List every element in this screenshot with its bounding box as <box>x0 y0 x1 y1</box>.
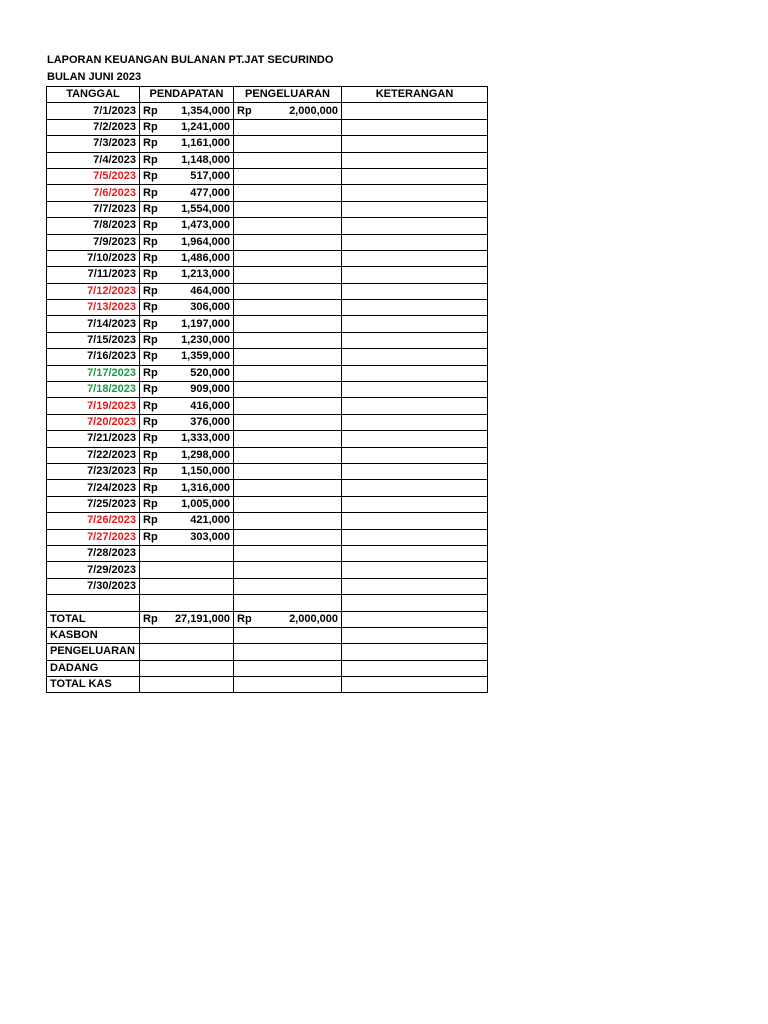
table-row <box>47 136 488 152</box>
currency-label: Rp <box>143 350 158 363</box>
expense-cell[interactable] <box>234 332 342 348</box>
table-row <box>47 382 488 398</box>
income-value: 1,213,000 <box>181 268 230 281</box>
table-row <box>47 414 488 430</box>
table-row <box>47 595 488 611</box>
date-cell[interactable]: 7/25/2023 <box>47 496 140 512</box>
income-cell[interactable] <box>140 300 234 316</box>
expense-cell[interactable] <box>234 152 342 168</box>
summary-row-pengeluaran <box>47 644 488 660</box>
income-value: 1,005,000 <box>181 497 230 510</box>
income-value: 1,554,000 <box>181 202 230 215</box>
summary-cell[interactable] <box>234 627 342 643</box>
date-cell[interactable]: 7/11/2023 <box>47 267 140 283</box>
income-cell[interactable] <box>140 234 234 250</box>
income-cell[interactable] <box>140 119 234 135</box>
expense-cell[interactable] <box>234 316 342 332</box>
currency-label: Rp <box>143 366 158 379</box>
col-header-keterangan[interactable]: KETERANGAN <box>342 87 488 103</box>
income-value: 1,241,000 <box>181 120 230 133</box>
note-cell[interactable] <box>342 480 488 496</box>
total-label[interactable]: TOTAL <box>47 611 140 627</box>
table-row <box>47 578 488 594</box>
expense-cell[interactable] <box>234 349 342 365</box>
note-cell[interactable] <box>342 595 488 611</box>
expense-cell[interactable] <box>234 365 342 381</box>
expense-cell[interactable] <box>234 463 342 479</box>
total-income-cell[interactable] <box>140 611 234 627</box>
currency-label: Rp <box>143 317 158 330</box>
income-value: 1,333,000 <box>181 432 230 445</box>
col-header-pengeluaran[interactable]: PENGELUARAN <box>234 87 342 103</box>
summary-cell[interactable] <box>234 677 342 693</box>
income-value: 1,473,000 <box>181 219 230 232</box>
income-value: 520,000 <box>190 366 230 379</box>
note-cell[interactable] <box>342 463 488 479</box>
date-cell[interactable]: 7/12/2023 <box>47 283 140 299</box>
table-row <box>47 562 488 578</box>
income-cell[interactable] <box>140 595 234 611</box>
income-value: 909,000 <box>190 383 230 396</box>
currency-label: Rp <box>143 497 158 510</box>
expense-cell[interactable] <box>234 201 342 217</box>
income-cell[interactable] <box>140 218 234 234</box>
note-cell[interactable] <box>342 447 488 463</box>
income-value: 477,000 <box>190 186 230 199</box>
income-value: 1,486,000 <box>181 252 230 265</box>
expense-cell[interactable] <box>234 103 342 119</box>
table-row <box>47 545 488 561</box>
currency-label: Rp <box>143 186 158 199</box>
income-value: 1,148,000 <box>181 153 230 166</box>
date-cell[interactable]: 7/8/2023 <box>47 218 140 234</box>
table-row <box>47 283 488 299</box>
income-cell[interactable] <box>140 513 234 529</box>
note-cell[interactable] <box>342 529 488 545</box>
report-subtitle: BULAN JUNI 2023 <box>47 71 142 83</box>
expense-cell[interactable] <box>234 562 342 578</box>
date-cell[interactable]: 7/16/2023 <box>47 349 140 365</box>
income-cell[interactable] <box>140 267 234 283</box>
table-body <box>47 103 488 611</box>
income-cell[interactable] <box>140 496 234 512</box>
note-cell[interactable] <box>342 218 488 234</box>
expense-cell[interactable] <box>234 595 342 611</box>
summary-cell[interactable] <box>140 677 234 693</box>
summary-cell[interactable] <box>234 660 342 676</box>
note-cell[interactable] <box>342 119 488 135</box>
note-cell[interactable] <box>342 136 488 152</box>
summary-cell[interactable] <box>342 627 488 643</box>
currency-label: Rp <box>143 416 158 428</box>
currency-label: Rp <box>143 514 158 527</box>
table-row <box>47 218 488 234</box>
finance-table <box>46 86 488 693</box>
summary-cell[interactable] <box>234 644 342 660</box>
income-value: 1,197,000 <box>181 317 230 330</box>
income-value: 376,000 <box>190 416 230 428</box>
table-row <box>47 496 488 512</box>
income-cell[interactable] <box>140 398 234 414</box>
income-cell[interactable] <box>140 529 234 545</box>
date-cell[interactable]: 7/9/2023 <box>47 234 140 250</box>
table-row <box>47 152 488 168</box>
expense-value: 2,000,000 <box>289 104 338 117</box>
income-cell[interactable] <box>140 431 234 447</box>
income-value: 1,150,000 <box>181 465 230 478</box>
expense-cell[interactable] <box>234 447 342 463</box>
income-cell[interactable] <box>140 185 234 201</box>
expense-cell[interactable] <box>234 496 342 512</box>
currency-label: Rp <box>143 530 158 543</box>
date-cell[interactable]: 7/10/2023 <box>47 250 140 266</box>
table-row <box>47 201 488 217</box>
summary-label[interactable]: PENGELUARAN <box>47 644 140 660</box>
date-cell[interactable]: 7/6/2023 <box>47 185 140 201</box>
date-cell[interactable]: 7/29/2023 <box>47 562 140 578</box>
income-cell[interactable] <box>140 152 234 168</box>
expense-cell[interactable] <box>234 382 342 398</box>
date-cell[interactable]: 7/18/2023 <box>47 382 140 398</box>
table-row <box>47 398 488 414</box>
table-row <box>47 447 488 463</box>
expense-cell[interactable] <box>234 480 342 496</box>
currency-label: Rp <box>143 448 158 461</box>
expense-cell[interactable] <box>234 414 342 430</box>
income-cell[interactable] <box>140 168 234 184</box>
expense-cell[interactable] <box>234 513 342 529</box>
expense-cell[interactable] <box>234 578 342 594</box>
date-cell[interactable]: 7/14/2023 <box>47 316 140 332</box>
summary-label[interactable]: DADANG <box>47 660 140 676</box>
summary-label[interactable]: TOTAL KAS <box>47 677 140 693</box>
income-cell[interactable] <box>140 332 234 348</box>
currency-label: Rp <box>237 104 252 117</box>
note-cell[interactable] <box>342 103 488 119</box>
currency-label: Rp <box>143 219 158 232</box>
expense-cell[interactable] <box>234 283 342 299</box>
header-row <box>47 87 488 103</box>
income-value: 1,161,000 <box>181 137 230 150</box>
date-cell[interactable]: 7/19/2023 <box>47 398 140 414</box>
total-expense-value: 2,000,000 <box>289 612 338 625</box>
currency-label: Rp <box>143 120 158 133</box>
date-cell[interactable]: 7/21/2023 <box>47 431 140 447</box>
note-cell[interactable] <box>342 578 488 594</box>
currency-label: Rp <box>143 202 158 215</box>
table-row <box>47 250 488 266</box>
date-cell[interactable]: 7/22/2023 <box>47 447 140 463</box>
income-value: 1,359,000 <box>181 350 230 363</box>
date-cell[interactable]: 7/28/2023 <box>47 545 140 561</box>
table-row <box>47 300 488 316</box>
note-cell[interactable] <box>342 152 488 168</box>
income-cell[interactable] <box>140 283 234 299</box>
income-cell[interactable] <box>140 447 234 463</box>
summary-cell[interactable] <box>342 660 488 676</box>
date-cell[interactable]: 7/24/2023 <box>47 480 140 496</box>
summary-cell[interactable] <box>140 644 234 660</box>
expense-cell[interactable] <box>234 168 342 184</box>
currency-label: Rp <box>143 104 158 117</box>
income-cell[interactable] <box>140 103 234 119</box>
date-cell[interactable]: 7/15/2023 <box>47 332 140 348</box>
income-cell[interactable] <box>140 349 234 365</box>
total-expense-cell[interactable] <box>234 611 342 627</box>
table-row <box>47 103 488 119</box>
currency-label: Rp <box>143 481 158 494</box>
note-cell[interactable] <box>342 496 488 512</box>
col-header-pendapatan[interactable]: PENDAPATAN <box>140 87 234 103</box>
date-cell[interactable]: 7/13/2023 <box>47 300 140 316</box>
income-value: 517,000 <box>190 170 230 183</box>
note-cell[interactable] <box>342 316 488 332</box>
currency-label: Rp <box>143 465 158 478</box>
total-income-value: 27,191,000 <box>174 612 230 625</box>
income-value: 1,316,000 <box>181 481 230 494</box>
income-value: 1,230,000 <box>181 334 230 347</box>
expense-cell[interactable] <box>234 185 342 201</box>
note-cell[interactable] <box>342 234 488 250</box>
currency-label: Rp <box>143 399 158 412</box>
summary-row-kasbon <box>47 627 488 643</box>
table-row <box>47 480 488 496</box>
table-row <box>47 349 488 365</box>
currency-label: Rp <box>143 170 158 183</box>
note-cell[interactable] <box>342 201 488 217</box>
income-cell[interactable] <box>140 365 234 381</box>
table-row <box>47 463 488 479</box>
income-cell[interactable] <box>140 578 234 594</box>
date-cell[interactable]: 7/5/2023 <box>47 168 140 184</box>
income-cell[interactable] <box>140 136 234 152</box>
income-cell[interactable] <box>140 463 234 479</box>
table-row <box>47 513 488 529</box>
date-cell[interactable]: 7/4/2023 <box>47 152 140 168</box>
note-cell[interactable] <box>342 332 488 348</box>
date-cell[interactable]: 7/1/2023 <box>47 103 140 119</box>
note-cell[interactable] <box>342 168 488 184</box>
expense-cell[interactable] <box>234 119 342 135</box>
table-row <box>47 332 488 348</box>
income-value: 421,000 <box>190 514 230 527</box>
date-cell[interactable]: 7/2/2023 <box>47 119 140 135</box>
note-cell[interactable] <box>342 382 488 398</box>
date-cell[interactable]: 7/26/2023 <box>47 513 140 529</box>
income-cell[interactable] <box>140 250 234 266</box>
summary-row-total-kas <box>47 677 488 693</box>
summary-cell[interactable] <box>342 644 488 660</box>
note-cell[interactable] <box>342 414 488 430</box>
date-cell[interactable]: 7/20/2023 <box>47 414 140 430</box>
note-cell[interactable] <box>342 349 488 365</box>
currency-label: Rp <box>143 268 158 281</box>
income-value: 306,000 <box>190 301 230 314</box>
expense-cell[interactable] <box>234 300 342 316</box>
date-cell[interactable]: 7/30/2023 <box>47 578 140 594</box>
summary-label[interactable]: KASBON <box>47 627 140 643</box>
summary-body <box>47 611 488 693</box>
report-title: LAPORAN KEUANGAN BULANAN PT.JAT SECURINDO <box>47 54 334 66</box>
date-cell[interactable]: 7/7/2023 <box>47 201 140 217</box>
summary-cell[interactable] <box>140 660 234 676</box>
note-cell[interactable] <box>342 513 488 529</box>
currency-label: Rp <box>143 612 158 625</box>
income-value: 416,000 <box>190 399 230 412</box>
currency-label: Rp <box>237 612 252 625</box>
income-value: 1,298,000 <box>181 448 230 461</box>
currency-label: Rp <box>143 137 158 150</box>
table-row <box>47 267 488 283</box>
income-cell[interactable] <box>140 562 234 578</box>
date-cell[interactable] <box>47 595 140 611</box>
table-row <box>47 185 488 201</box>
currency-label: Rp <box>143 383 158 396</box>
income-cell[interactable] <box>140 545 234 561</box>
date-cell[interactable]: 7/3/2023 <box>47 136 140 152</box>
income-value: 464,000 <box>190 284 230 297</box>
expense-cell[interactable] <box>234 136 342 152</box>
currency-label: Rp <box>143 284 158 297</box>
expense-cell[interactable] <box>234 431 342 447</box>
note-cell[interactable] <box>342 545 488 561</box>
total-row <box>47 611 488 627</box>
currency-label: Rp <box>143 235 158 248</box>
note-cell[interactable] <box>342 250 488 266</box>
summary-cell[interactable] <box>342 677 488 693</box>
income-cell[interactable] <box>140 382 234 398</box>
currency-label: Rp <box>143 301 158 314</box>
summary-row-dadang <box>47 660 488 676</box>
currency-label: Rp <box>143 153 158 166</box>
currency-label: Rp <box>143 432 158 445</box>
expense-cell[interactable] <box>234 545 342 561</box>
table-row <box>47 168 488 184</box>
expense-cell[interactable] <box>234 218 342 234</box>
expense-cell[interactable] <box>234 267 342 283</box>
currency-label: Rp <box>143 252 158 265</box>
income-value: 1,964,000 <box>181 235 230 248</box>
table-row <box>47 119 488 135</box>
note-cell[interactable] <box>342 365 488 381</box>
summary-cell[interactable] <box>140 627 234 643</box>
note-cell[interactable] <box>342 267 488 283</box>
note-cell[interactable] <box>342 185 488 201</box>
expense-cell[interactable] <box>234 250 342 266</box>
table-row <box>47 365 488 381</box>
currency-label: Rp <box>143 334 158 347</box>
date-cell[interactable]: 7/23/2023 <box>47 463 140 479</box>
total-note-cell[interactable] <box>342 611 488 627</box>
date-cell[interactable]: 7/27/2023 <box>47 529 140 545</box>
income-cell[interactable] <box>140 316 234 332</box>
col-header-tanggal[interactable]: TANGGAL <box>47 87 140 103</box>
table-row <box>47 431 488 447</box>
note-cell[interactable] <box>342 398 488 414</box>
income-value: 303,000 <box>190 530 230 543</box>
table-row <box>47 316 488 332</box>
income-cell[interactable] <box>140 201 234 217</box>
income-cell[interactable] <box>140 414 234 430</box>
table-row <box>47 529 488 545</box>
note-cell[interactable] <box>342 562 488 578</box>
income-cell[interactable] <box>140 480 234 496</box>
expense-cell[interactable] <box>234 234 342 250</box>
note-cell[interactable] <box>342 300 488 316</box>
expense-cell[interactable] <box>234 529 342 545</box>
note-cell[interactable] <box>342 431 488 447</box>
note-cell[interactable] <box>342 283 488 299</box>
income-value: 1,354,000 <box>181 104 230 117</box>
expense-cell[interactable] <box>234 398 342 414</box>
date-cell[interactable]: 7/17/2023 <box>47 365 140 381</box>
table-row <box>47 234 488 250</box>
